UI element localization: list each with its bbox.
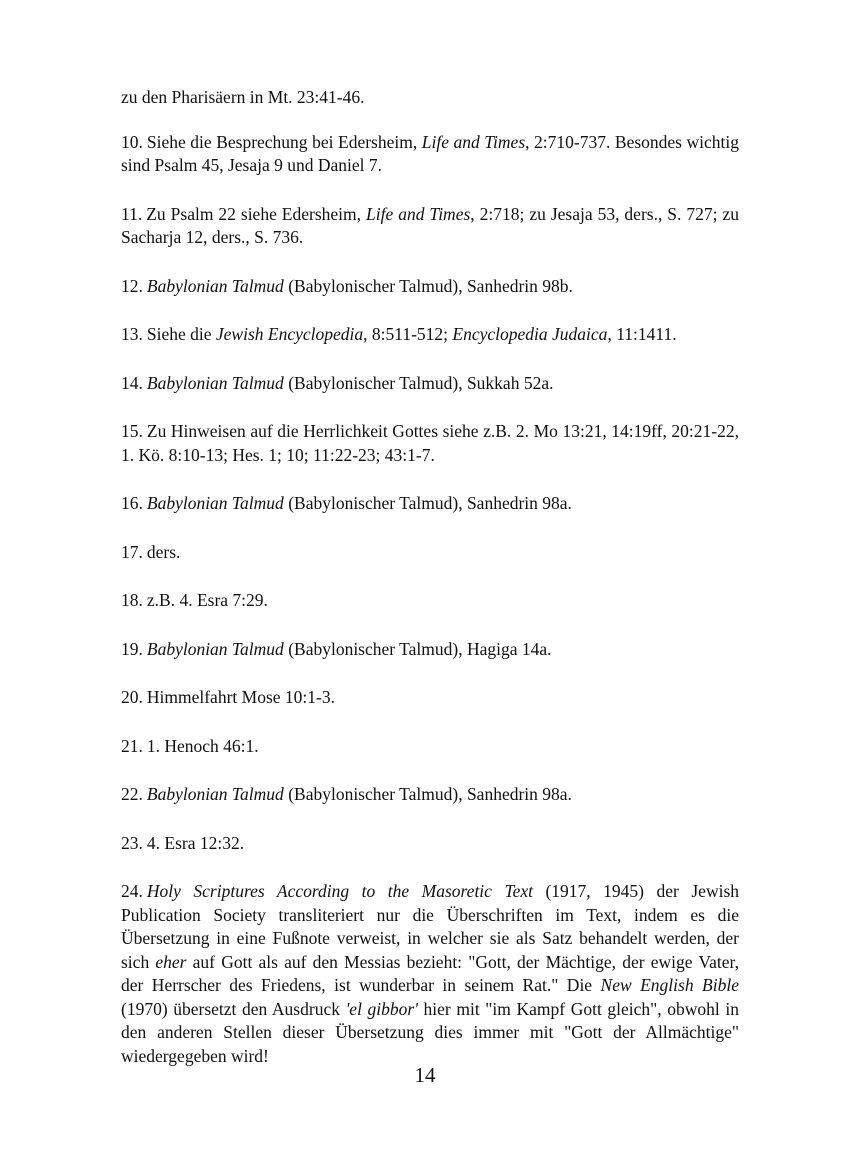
footnote-text: (Babylonischer Talmud), Hagiga 14a. — [283, 638, 552, 659]
footnote-number: 20. — [121, 687, 143, 707]
footnote-title: New English Bible — [600, 975, 739, 995]
footnote-text: (1917, 1945) der Jewish Publication Society transliteriert nur die Überschriften im Text, indem es die Übersetzung in eine Fußnote verweist, in welcher sie als Satz behandelt werden, der sich — [121, 881, 740, 972]
footnote-text: z.B. 4. Esra 7:29. — [146, 590, 268, 610]
footnote — [121, 492, 739, 516]
footnote-title: Babylonian Talmud — [146, 638, 284, 659]
footnote-number: 21. — [121, 735, 143, 756]
footnote-text: , 11:1411. — [607, 324, 677, 344]
footnote — [121, 589, 739, 613]
footnote-text: , 2:710-737. Besondes wichtig sind Psalm 45, Jesaja 9 und Daniel 7. — [121, 131, 739, 175]
footnote-number: 10. — [121, 131, 143, 152]
footnote — [121, 203, 739, 250]
footnote-number: 15. — [121, 421, 143, 441]
footnote — [121, 880, 739, 1068]
footnote-text: , 8:511-512; — [363, 324, 453, 344]
footnote-text: (Babylonischer Talmud), Sukkah 52a. — [283, 372, 554, 393]
footnote — [121, 275, 739, 299]
footnote-title: Babylonian Talmud — [146, 372, 284, 393]
footnote-number: 23. — [121, 832, 143, 853]
footnote — [121, 323, 739, 347]
footnote-number: 17. — [121, 541, 143, 562]
footnote-number: 19. — [121, 638, 143, 659]
footnote-title: Babylonian Talmud — [146, 493, 284, 513]
footnote-title: Jewish Encyclopedia — [215, 324, 364, 344]
footnote-title: Encyclopedia Judaica — [452, 324, 608, 344]
page-number: 14 — [414, 1063, 436, 1087]
footnote — [121, 86, 739, 110]
footnote-text: (1970) übersetzt den Ausdruck — [121, 998, 346, 1019]
footnote — [121, 783, 739, 807]
footnote-number: 13. — [121, 324, 143, 344]
footnote — [121, 832, 739, 856]
footnote-number: 18. — [121, 590, 143, 610]
footnote — [121, 686, 739, 710]
footnote-title: Holy Scriptures According to the Masoretic Text — [146, 881, 533, 901]
footnote-text: 1. Henoch 46:1. — [146, 735, 259, 756]
footnote-title: eher — [155, 951, 187, 972]
footnote-text: ders. — [146, 541, 181, 562]
footnote-text: Siehe die — [146, 324, 216, 344]
footnote — [121, 638, 739, 662]
footnote-text: (Babylonischer Talmud), Sanhedrin 98a. — [283, 784, 572, 804]
footnote-number: 11. — [121, 203, 143, 224]
footnote-text: (Babylonischer Talmud), Sanhedrin 98a. — [283, 493, 572, 513]
footnote-text: hier mit "im Kampf Gott gleich", obwohl in den anderen Stellen dieser Übersetzung dies immer mit "Gott der Allmächtige" wiedergegeben wird! — [121, 998, 739, 1066]
footnote-title: Babylonian Talmud — [146, 784, 284, 804]
footnote — [121, 420, 739, 467]
footnote-text: (Babylonischer Talmud), Sanhedrin 98b. — [283, 275, 573, 296]
footnote-title: Babylonian Talmud — [146, 275, 284, 296]
footnote-text: Zu Hinweisen auf die Herrlichkeit Gottes siehe z.B. 2. Mo 13:21, 14:19ff, 20:21-22, 1. Kö. 8:10-13; Hes. 1; 10; 11:22-23; 43:1-7. — [121, 421, 739, 465]
footnote-number: 16. — [121, 493, 143, 513]
footnote — [121, 372, 739, 396]
footnote-number: 22. — [121, 784, 143, 804]
footnote-title: Life and Times — [366, 203, 471, 224]
footnotes-list — [121, 86, 739, 1068]
footnote-title: 'el gibbor' — [345, 998, 418, 1019]
footnote-number: 12. — [121, 275, 143, 296]
footnote-text: Siehe die Besprechung bei Edersheim, — [146, 131, 422, 152]
footnote — [121, 735, 739, 759]
footnote-text: zu den Pharisäern in Mt. 23:41-46. — [121, 87, 365, 107]
footnote-title: Life and Times — [421, 131, 526, 152]
footnote-text: auf Gott als auf den Messias bezieht: "Gott, der Mächtige, der ewige Vater, der Herrscher des Friedens, ist wunderbar in seinem Rat." Die — [121, 951, 739, 995]
footnote-text: Himmelfahrt Mose 10:1-3. — [146, 687, 335, 707]
footnote-number: 14. — [121, 372, 143, 393]
footnote — [121, 131, 739, 178]
footnote — [121, 541, 739, 565]
footnote-text: Zu Psalm 22 siehe Edersheim, — [146, 203, 366, 224]
footnote-text: , 2:718; zu Jesaja 53, ders., S. 727; zu Sacharja 12, ders., S. 736. — [121, 203, 739, 247]
footnote-text: 4. Esra 12:32. — [146, 832, 245, 853]
footnote-number: 24. — [121, 881, 143, 901]
